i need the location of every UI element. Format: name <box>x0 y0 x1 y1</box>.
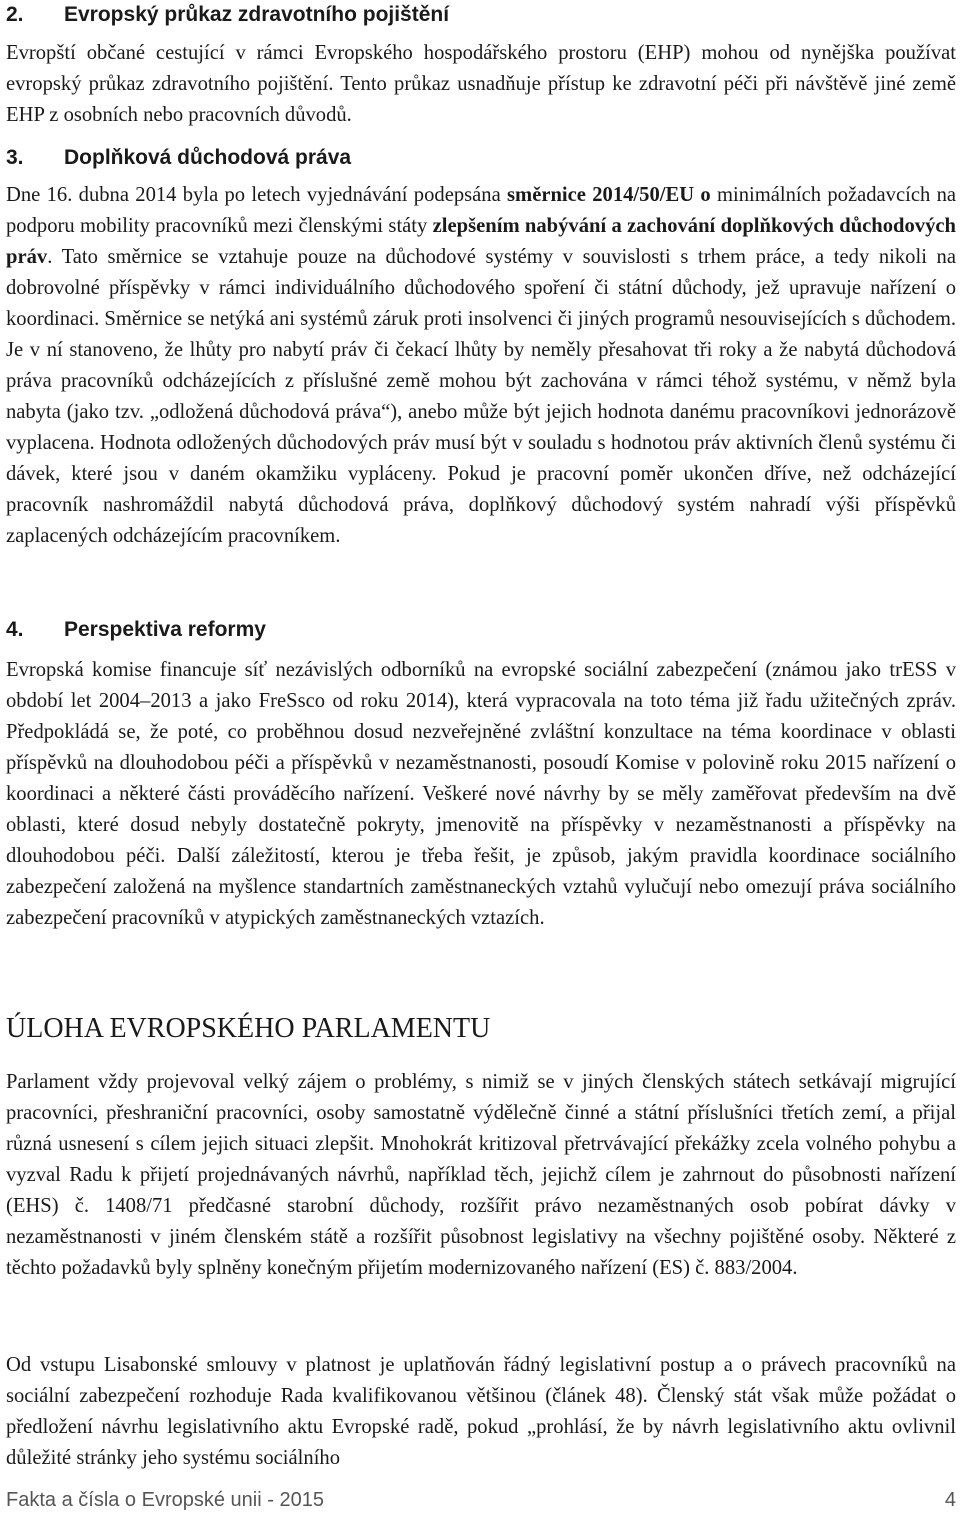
footer-publication-title: Fakta a čísla o Evropské unii - 2015 <box>6 1489 324 1511</box>
page-number: 4 <box>944 1489 956 1511</box>
page-footer <box>6 1487 956 1513</box>
directive-subject: zlepšením nabývání a zachování doplňkových důchodových práv <box>6 215 956 268</box>
ep-role-heading: ÚLOHA EVROPSKÉHO PARLAMENTU <box>6 1013 491 1044</box>
section-title: Perspektiva reformy <box>64 618 266 641</box>
section-number: 4. <box>6 618 24 641</box>
section-3-paragraph <box>6 180 956 552</box>
text-run: minimálních požadavcích na podporu mobility pracovníků mezi členskými státy <box>6 184 957 237</box>
text-run: . Tato směrnice se vztahuje pouze na důchodové systémy v souvislosti s trhem práce, a tedy nikoli na dobrovolné příspěvky v rámci individuálního důchodového spoření či státní důchody, jež upravuje nařízení o koordinaci. Směrnice se netýká ani systémů záruk proti insolvenci či jiných programů nesouvisejících s důchodem. Je v ní stanoveno, že lhůty pro nabytí práv či čekací lhůty by neměly přesahovat tři roky a že nabytá důchodová práva pracovníků odcházejících z příslušné země mohou být zachována v rámci téhož systému, v němž byla nabyta (jako tzv. „odložená důchodová práva“), anebo může být jejich hodnota danému pracovníkovi jednorázově vyplacena. Hodnota odložených důchodových práv musí být v souladu s hodnotou práv aktivních členů systému či dávek, které jsou v daném okamžiku vypláceny. Pokud je pracovní poměr ukončen dříve, než odcházející pracovník nashromáždil nabytá důchodová práva, doplňkový důchodový systém nahradí výši příspěvků zaplacených odcházejícím pracovníkem. <box>6 246 956 547</box>
section-4-paragraph: Evropská komise financuje síť nezávislých odborníků na evropské sociální zabezpečení (známou jako trESS v období let 2004–2013 a jako FreSsco od roku 2014), která vypracovala na toto téma již řadu užitečných zpráv. Předpokládá se, že poté, co proběhnou dosud nezveřejněné zvláštní konzultace na téma koordinace v oblasti příspěvků na dlouhodobou péči a příspěvků v nezaměstnanosti, posoudí Komise v polovině roku 2015 nařízení o koordinaci a některé části prováděcího nařízení. Veškeré nové návrhy by se měly zaměřovat především na dvě oblasti, které dosud nebyly dostatečně pokryty, jmenovitě na příspěvky v nezaměstnanosti a příspěvky na dlouhodobou péči. Další záležitostí, kterou je třeba řešit, je způsob, jakým pravidla koordinace sociálního zabezpečení založená na myšlence standartních zaměstnaneckých vztahů vylučují nebo omezují práva sociálního zabezpečení pracovníků v atypických zaměstnaneckých vztazích. <box>6 659 956 929</box>
section-2-paragraph: Evropští občané cestující v rámci Evropského hospodářského prostoru (EHP) mohou od nynějška používat evropský průkaz zdravotního pojištění. Tento průkaz usnadňuje přístup ke zdravotní péči při návštěvě jiné země EHP z osobních nebo pracovních důvodů. <box>6 42 956 126</box>
section-heading-4 <box>6 615 266 645</box>
section-heading-2 <box>6 0 449 30</box>
section-title: Doplňková důchodová práva <box>64 146 352 169</box>
section-title: Evropský průkaz zdravotního pojištění <box>64 3 450 26</box>
section-number: 2. <box>6 3 24 26</box>
section-number: 3. <box>6 146 24 169</box>
text-run: Dne 16. dubna 2014 byla po letech vyjednávání podepsána <box>6 184 508 206</box>
directive-reference: směrnice 2014/50/EU o <box>507 184 711 206</box>
ep-paragraph-1: Parlament vždy projevoval velký zájem o problémy, s nimiž se v jiných členských státech setkávají migrující pracovníci, přeshraniční pracovníci, osoby samostatně výdělečně činné a státní příslušníci třetích zemí, a přijal různá usnesení s cílem jejich situaci zlepšit. Mnohokrát kritizoval přetrvávající překážky zcela volného pohybu a vyzval Radu k přijetí projednávaných návrhů, například těch, jejichž cílem je zahrnout do působnosti nařízení (EHS) č. 1408/71 předčasné starobní důchody, rozšířit právo nezaměstnaných osob pobírat dávky v nezaměstnanosti v jiném členském státě a rozšířit působnost legislativy na všechny pojištěné osoby. Některé z těchto požadavků byly splněny konečným přijetím modernizovaného nařízení (ES) č. 883/2004. <box>6 1071 956 1279</box>
ep-paragraph-2: Od vstupu Lisabonské smlouvy v platnost je uplatňován řádný legislativní postup a o právech pracovníků na sociální zabezpečení rozhoduje Rada kvalifikovanou většinou (článek 48). Členský stát však může požádat o předložení návrhu legislativního aktu Evropské radě, pokud „prohlásí, že by návrh legislativního aktu ovlivnil důležité stránky jeho systému sociálního <box>6 1354 956 1469</box>
section-heading-3 <box>6 143 351 173</box>
